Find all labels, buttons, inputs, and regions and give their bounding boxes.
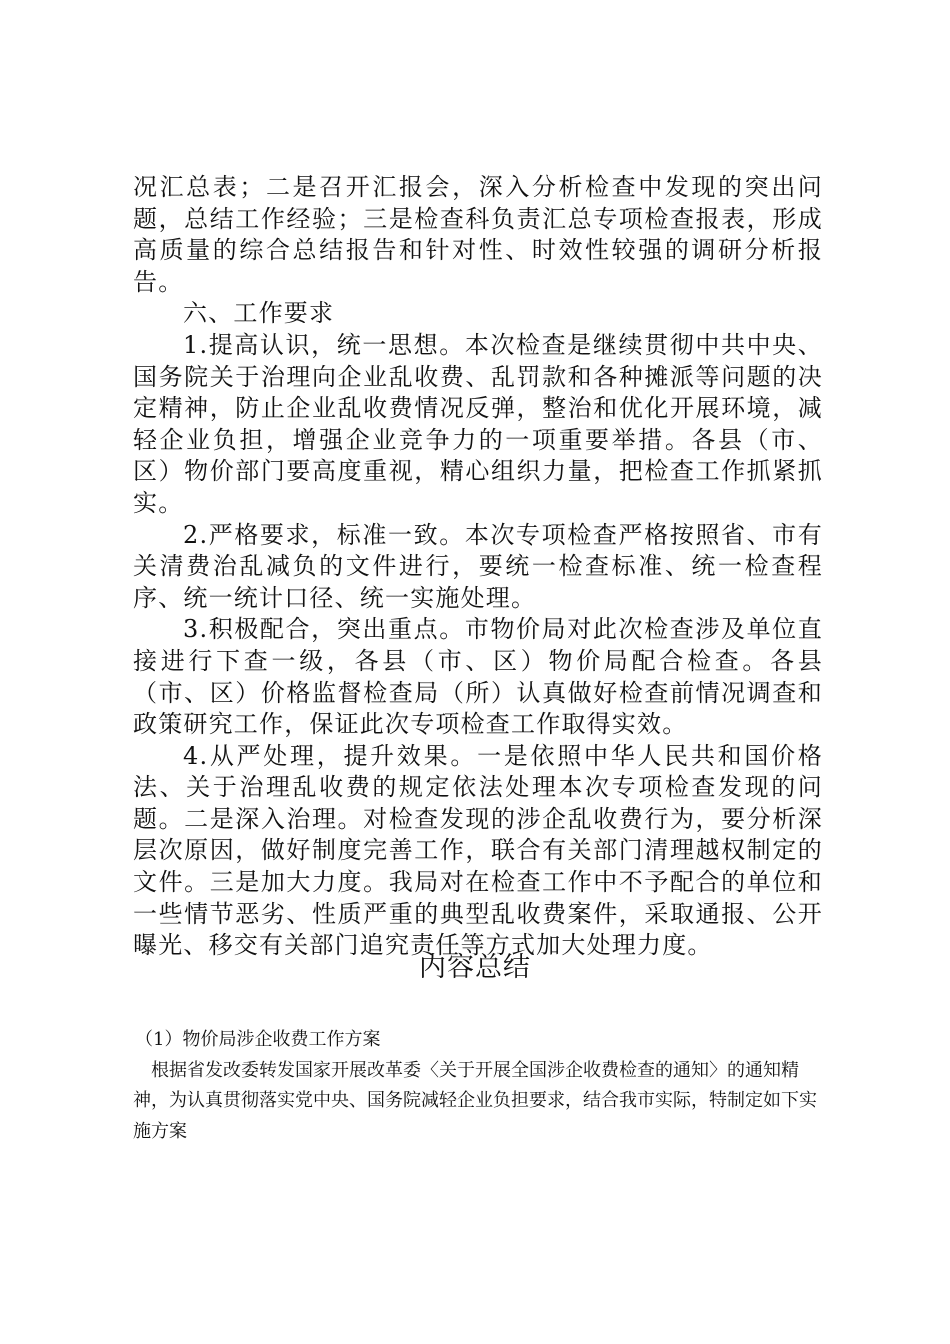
paragraph-requirement-2: 2.严格要求，标准一致。本次专项检查严格按照省、市有关清费治乱减负的文件进行，要统一检查标准、统一检查程序、统一统计口径、统一实施处理。 <box>133 520 823 612</box>
paragraph-requirement-1: 1.提高认识，统一思想。本次检查是继续贯彻中共中央、国务院关于治理向企业乱收费、乱罚款和各种摊派等问题的决定精神，防止企业乱收费情况反弹，整治和优化开展环境，减轻企业负担，增强企业竞争力的一项重要举措。各县（市、区）物价部门要高度重视，精心组织力量，把检查工作抓紧抓实。 <box>133 330 823 517</box>
summary-paragraph: 根据省发改委转发国家开展改革委〈关于开展全国涉企收费检查的通知〉的通知精神，为认真贯彻落实党中央、国务院减轻企业负担要求，结合我市实际，特制定如下实施方案 <box>133 1059 817 1142</box>
summary-section <box>133 1025 829 1147</box>
paragraph-requirement-4: 4.从严处理，提升效果。一是依照中华人民共和国价格法、关于治理乱收费的规定依法处理本次专项检查发现的问题。二是深入治理。对检查发现的涉企乱收费行为，要分析深层次原因，做好制度完善工作，联合有关部门清理越权制定的文件。三是加大力度。我局对在检查工作中不予配合的单位和一些情节恶劣、性质严重的典型乱收费案件，采取通报、公开曝光、移交有关部门追究责任等方式加大处理力度。 <box>133 741 823 960</box>
summary-title: 内容总结 <box>419 952 531 983</box>
document-body <box>133 172 823 962</box>
summary-subtitle: （1）物价局涉企收费工作方案 <box>135 1029 381 1050</box>
paragraph-summary-report: 况汇总表；二是召开汇报会，深入分析检查中发现的突出问题，总结工作经验；三是检查科负责汇总专项检查报表，形成高质量的综合总结报告和针对性、时效性较强的调研分析报告。 <box>133 173 823 296</box>
section-heading-work-requirements: 六、工作要求 <box>183 299 335 328</box>
paragraph-requirement-3: 3.积极配合，突出重点。市物价局对此次检查涉及单位直接进行下查一级，各县（市、区）物价局配合检查。各县（市、区）价格监督检查局（所）认真做好检查前情况调查和政策研究工作，保证此次专项检查工作取得实效。 <box>133 615 823 739</box>
